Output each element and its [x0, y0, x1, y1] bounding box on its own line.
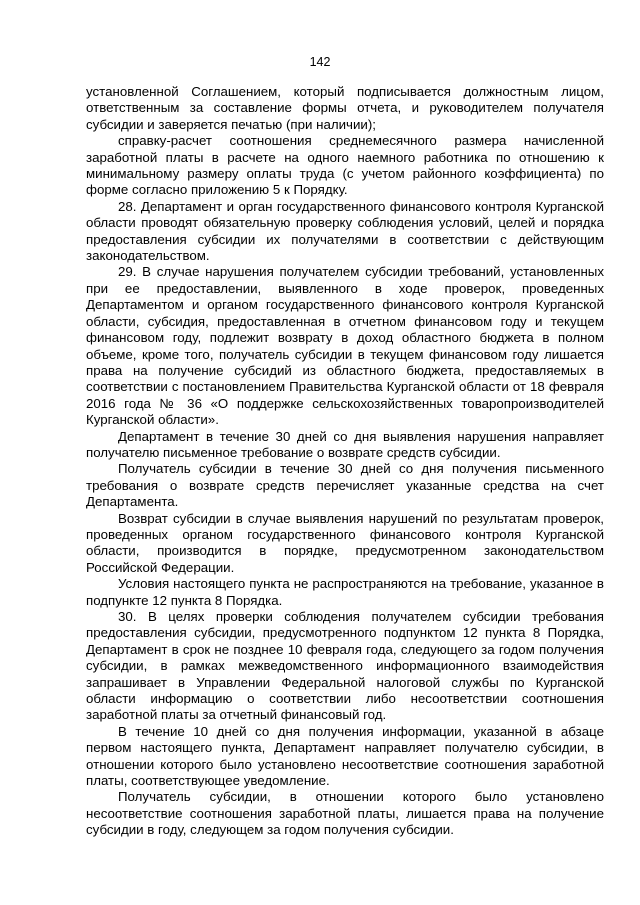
paragraph-refund-order: Возврат субсидии в случае выявления нарушений по результатам проверок, проведенных органом государственного финансового контроля Курганской области, производится в порядке, предусмотренном законодательством Российской Федерации.: [86, 510, 604, 575]
paragraph-clause-exception: Условия настоящего пункта не распространяются на требование, указанное в подпункте 12 пункта 8 Порядка.: [86, 576, 604, 608]
paragraph-clause-30: 30. В целях проверки соблюдения получателем субсидии требования предоставления субсидии, предусмотренного подпунктом 12 пункта 8 Порядка, Департамент в срок не позднее 10 февраля года, следующего за годом получения субсидии, в рамках межведомственного информационного взаимодействия запрашивает в Управлении Федеральной налоговой службы по Курганской области информацию о соответствии либо несоответствии соотношения заработной платы за отчетный финансовый год.: [86, 609, 604, 723]
paragraph-notification: В течение 10 дней со дня получения информации, указанной в абзаце первом настоящего пункта, Департамент направляет получателю субсидии, в отношении которого было установлено несоответствие соотношения заработной платы, соответствующее уведомление.: [86, 723, 604, 789]
paragraph-salary-certificate: справку-расчет соотношения среднемесячного размера начисленной заработной платы в расчете на одного наемного работника по отношению к минимальному размеру оплаты труда (с учетом районного коэффициента) по форме согласно приложению 5 к Порядку.: [86, 133, 604, 198]
paragraph-violation-notice: Департамент в течение 30 дней со дня выявления нарушения направляет получателю письменное требование о возврате средств субсидии.: [86, 428, 604, 460]
document-body: [86, 84, 604, 839]
page-number: 142: [309, 55, 331, 69]
paragraph-refund-transfer: Получатель субсидии в течение 30 дней со дня получения письменного требования о возврате средств перечисляет указанные средства на счет Департамента.: [86, 461, 604, 510]
paragraph-clause-28: 28. Департамент и орган государственного финансового контроля Курганской области проводят обязательную проверку соблюдения условий, целей и порядка предоставления субсидии их получателями в соответствии с действующим законодательством.: [86, 198, 604, 264]
paragraph-deprivation: Получатель субсидии, в отношении которого было установлено несоответствие соотношения заработной платы, лишается права на получение субсидии в году, следующем за годом получения субсидии.: [86, 789, 604, 838]
paragraph-clause-29: 29. В случае нарушения получателем субсидии требований, установленных при ее предоставлении, выявленного в ходе проверок, проведенных Департаментом и органом государственного финансового контроля Курганской области, субсидия, предоставленная в отчетном финансовом году и текущем финансовом году, подлежит возврату в доход областного бюджета в полном объеме, кроме того, получатель субсидии в текущем финансовом году лишается права на получение субсидий из областного бюджета, предоставляемых в соответствии с постановлением Правительства Курганской области от 18 февраля 2016 года № 36 «О поддержке сельскохозяйственных товаропроизводителей Курганской области».: [86, 264, 604, 428]
paragraph-form-continuation: установленной Соглашением, который подписывается должностным лицом, ответственным за составление формы отчета, и руководителем получателя субсидии и заверяется печатью (при наличии);: [86, 84, 604, 132]
